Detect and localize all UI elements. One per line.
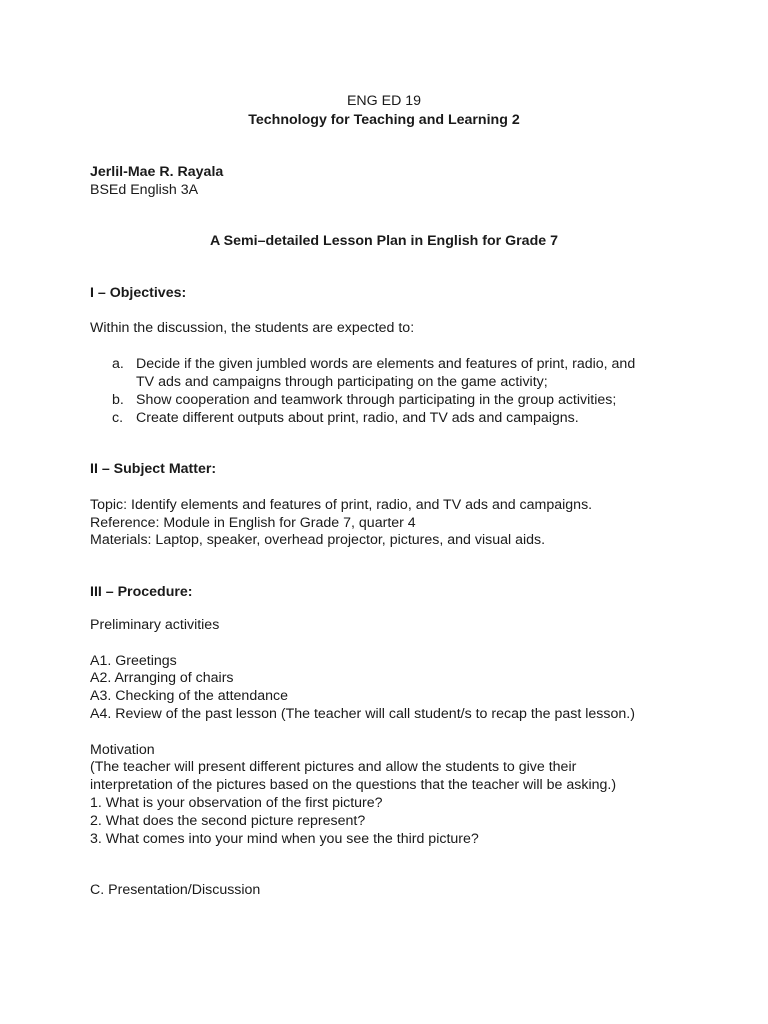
- subject-matter-heading: II – Subject Matter:: [90, 461, 217, 477]
- motivation-question: 1. What is your observation of the first picture?: [90, 795, 383, 811]
- lesson-plan-title: A Semi–detailed Lesson Plan in English for Grade 7: [210, 233, 558, 249]
- list-item: A2. Arranging of chairs: [90, 670, 234, 686]
- objectives-heading: I – Objectives:: [90, 285, 187, 301]
- author-name: Jerlil-Mae R. Rayala: [90, 164, 224, 180]
- motivation-label: Motivation: [90, 742, 155, 758]
- author-program: BSEd English 3A: [90, 182, 199, 198]
- subject-reference: Reference: Module in English for Grade 7, quarter 4: [90, 515, 416, 531]
- procedure-heading: III – Procedure:: [90, 584, 193, 600]
- objective-marker: b.: [112, 392, 124, 408]
- objective-text: Create different outputs about print, radio, and TV ads and campaigns.: [136, 410, 579, 426]
- subject-materials: Materials: Laptop, speaker, overhead projector, pictures, and visual aids.: [90, 532, 546, 548]
- objectives-intro: Within the discussion, the students are expected to:: [90, 320, 415, 336]
- objective-marker: a.: [112, 356, 124, 372]
- list-item: A3. Checking of the attendance: [90, 688, 288, 704]
- motivation-question: 2. What does the second picture represent?: [90, 813, 366, 829]
- motivation-question: 3. What comes into your mind when you see the third picture?: [90, 831, 479, 847]
- motivation-line: interpretation of the pictures based on the questions that the teacher will be asking.): [90, 777, 617, 793]
- subject-topic: Topic: Identify elements and features of print, radio, and TV ads and campaigns.: [90, 497, 593, 513]
- course-code: ENG ED 19: [346, 93, 422, 109]
- presentation-label: C. Presentation/Discussion: [90, 882, 261, 898]
- objective-text: Show cooperation and teamwork through participating in the group activities;: [136, 392, 617, 408]
- objective-marker: c.: [112, 410, 124, 426]
- objective-text: Decide if the given jumbled words are elements and features of print, radio, and: [136, 356, 636, 372]
- course-title: Technology for Teaching and Learning 2: [248, 112, 520, 128]
- objective-text: TV ads and campaigns through participating on the game activity;: [136, 374, 548, 390]
- motivation-line: (The teacher will present different pictures and allow the students to give their: [90, 759, 577, 775]
- list-item: A4. Review of the past lesson (The teacher will call student/s to recap the past lesson.): [90, 706, 635, 722]
- list-item: A1. Greetings: [90, 653, 177, 669]
- preliminary-label: Preliminary activities: [90, 617, 220, 633]
